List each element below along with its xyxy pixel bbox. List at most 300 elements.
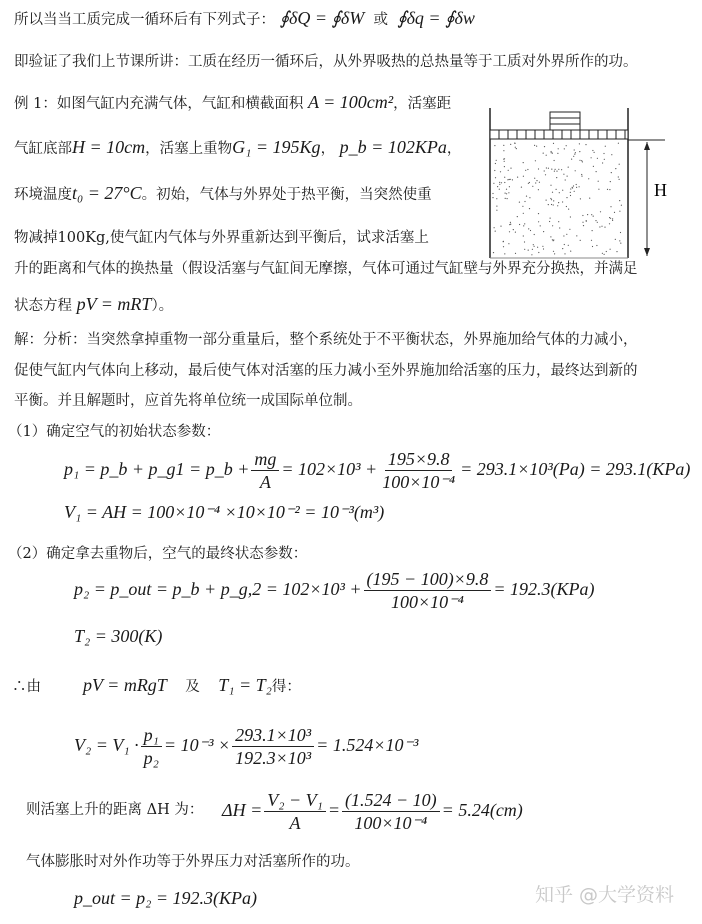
gas-dot [510,168,511,169]
gas-dot [566,206,567,207]
gas-dot [492,193,493,194]
example-line [14,137,461,159]
gas-dot [506,189,507,190]
gas-dot [604,159,605,160]
gas-dot [508,192,509,193]
gas-dot [562,190,563,191]
gas-dot [515,232,516,233]
gas-dot [556,177,557,178]
gas-dot [579,151,580,152]
gas-dot [564,148,565,149]
math: A = 100cm² [307,92,394,112]
gas-dot [576,187,577,188]
gas-dot [557,205,558,206]
v2-equation [74,722,418,769]
gas-dot [553,204,554,205]
gas-dot [594,152,595,153]
gas-dot [510,144,511,145]
text-line: 平衡。并且解题时，应首先将单位统一成国际单位制。 [14,393,362,409]
gas-dot [532,186,533,187]
gas-dot [570,216,571,217]
text: ， [446,141,462,157]
gas-dot [554,253,555,254]
gas-dot [591,157,592,158]
gas-dot [510,224,511,225]
cycle-integral-eq2: ∮δq = ∮δw [397,8,475,28]
math: p₂ = p_out = p_b + p_g,2 = 102×10³ + [74,579,362,599]
gas-dot [505,193,506,194]
gas-dot [516,148,517,149]
gas-dot [552,225,553,226]
gas-dot [523,176,524,177]
gas-dot [532,249,533,250]
gas-dot [572,187,573,188]
text-line: 促使气缸内气体向上移动，最后使气体对活塞的压力减小至外界施加给活塞的压力，最终达到新的 [14,363,638,379]
example-line [14,92,451,114]
gas-dot [508,170,509,171]
gas-dot [507,198,508,199]
gas-dot [595,220,596,221]
gas-dot [598,189,599,190]
gas-dot [597,158,598,159]
gas-dot [499,189,500,190]
text-line: 气体膨胀时对外作功等于外界压力对活塞所作的功。 [26,854,360,870]
gas-dot [524,201,525,202]
gas-dot [555,169,556,170]
step-heading: （1）确定空气的初始状态参数： [8,424,221,440]
gas-dot [494,227,495,228]
dh-text: 则活塞上升的距离 ΔH 为： [26,802,204,818]
gas-dot [526,196,527,197]
gas-dot [515,147,516,148]
numerator: (195 − 100)×9.8 [364,568,492,591]
gas-dot [538,189,539,190]
gas-dot [581,174,582,175]
gas-dot [504,182,505,183]
gas-dot [510,222,511,223]
gas-dot [500,226,501,227]
gas-dot [558,148,559,149]
gas-dot [543,231,544,232]
denominator: p₂ [143,748,159,769]
gas-dot [556,189,557,190]
gas-dot [496,210,497,211]
gas-dot [497,186,498,187]
gas-dot [563,235,564,236]
gas-dot [523,225,524,226]
height-label: H [654,180,667,200]
gas-dot [591,240,592,241]
gas-dot [556,171,557,172]
gas-dot [512,179,513,180]
gas-dot [614,212,615,213]
denominator: A [259,472,271,493]
text: ， [320,141,336,157]
gas-dot [522,206,523,207]
math: = 5.24(cm) [441,800,523,820]
gas-dot [517,177,518,178]
gas-dot [546,200,547,201]
gas-dot [543,248,544,249]
gas-dot [536,180,537,181]
gas-dot [562,248,563,249]
gas-dot [509,231,510,232]
math: = 10⁻³ × [163,735,231,755]
gas-dot [542,246,543,247]
gas-dot [496,160,497,161]
gas-dot [537,247,538,248]
math: = 1.524×10⁻³ [316,735,419,755]
gas-dot [509,186,510,187]
text-line: 即验证了我们上节课所讲：工质在经历一循环后，从外界吸热的总热量等于工质对外界所作的功。 [14,54,638,70]
gas-dot [503,246,504,247]
gas-dot [562,201,563,202]
gas-dot [567,176,568,177]
gas-dot [535,182,536,183]
gas-dot [533,244,534,245]
denominator: 100×10⁻⁴ [354,813,428,834]
intro-line [14,8,475,30]
gas-dot [528,183,529,184]
gas-dot [550,218,551,219]
denominator: 100×10⁻⁴ [390,592,464,613]
gas-dot [521,187,522,188]
gas-dot [499,182,500,183]
text: 或 [373,12,388,28]
gas-dot [529,208,530,209]
math: p_b = 102KPa [339,137,447,157]
gas-dot [568,245,569,246]
text: 得： [271,679,301,695]
gas-dot [519,224,520,225]
math: = [327,800,341,820]
p1-equation [64,446,690,493]
text: ∴由 [12,679,41,695]
gas-dot [607,189,608,190]
gas-dot [566,234,567,235]
gas-dot [528,228,529,229]
gas-dot [593,166,594,167]
gas-dot [563,174,564,175]
numerator: p₁ [141,724,162,747]
gas-dot [544,146,545,147]
gas-dot [553,143,554,144]
gas-dot [574,149,575,150]
gas-dot [570,195,571,196]
gas-dot [564,244,565,245]
gas-dot [530,230,531,231]
gas-dot [538,168,539,169]
gas-dot [582,161,583,162]
math: = 293.1×10³(Pa) = 293.1(KPa) [460,459,691,479]
gas-dot [576,235,577,236]
gas-dot [503,145,504,146]
gas-dot [505,198,506,199]
t2-equation: T₂ = 300(K) [74,626,163,646]
gas-dot [504,161,505,162]
gas-dot [525,170,526,171]
gas-dot [510,179,511,180]
gas-dot [582,222,583,223]
gas-dot [606,251,607,252]
gas-dot [582,215,583,216]
gas-dot [496,206,497,207]
gas-dot [580,198,581,199]
numerator: 293.1×10³ [232,724,314,747]
math: = 192.3(KPa) [493,579,595,599]
gas-dot [513,229,514,230]
gas-dot [571,159,572,160]
gas-dot [504,253,505,254]
gas-dot [574,191,575,192]
gas-dot [545,174,546,175]
gas-dot [550,236,551,237]
gas-dot [551,152,552,153]
gas-dot [611,154,612,155]
gas-dot [574,154,575,155]
gas-dot [604,254,605,255]
gas-dot [515,253,516,254]
gas-dot [534,178,535,179]
watermark: 知乎 @大学资料 [535,884,675,906]
math: p₁ = p_b + p_g1 = p_b + [64,459,250,479]
gas-dot [591,214,592,215]
gas-dot [529,182,530,183]
gas-dot [503,159,504,160]
gas-dot [549,221,550,222]
gas-dot [548,204,549,205]
gas-dot [546,155,547,156]
text: 例 1：如图气缸内充满气体，气缸和横截面积 [14,96,304,112]
text: 物减掉100Kg [14,230,106,246]
gas-dot [575,170,576,171]
denominator: 100×10⁻⁴ [382,472,456,493]
gas-dot [618,176,619,177]
gas-dot [616,251,617,252]
gas-dot [600,211,601,212]
gas-dot [573,185,574,186]
gas-dot [551,169,552,170]
gas-dot [596,245,597,246]
gas-dot [559,192,560,193]
gas-dot [569,229,570,230]
gas-dot [610,249,611,250]
text: 气缸底部 [14,141,72,157]
gas-dot [540,225,541,226]
gas-dot [566,197,567,198]
gas-dot [534,246,535,247]
math: H = 10cm [72,137,146,157]
pout-equation: p_out = p₂ = 192.3(KPa) [74,888,258,908]
gas-dot [548,168,549,169]
gas-dot [615,168,616,169]
gas-dot [589,198,590,199]
gas-dot [507,179,508,180]
gas-dot [576,184,577,185]
gas-dot [499,184,500,185]
gas-dot [570,192,571,193]
gas-dot [500,171,501,172]
gas-dot [579,143,580,144]
gas-dot [552,239,553,240]
gas-dot [619,164,620,165]
gas-dot [570,251,571,252]
gas-dot [581,160,582,161]
gas-dot [543,153,544,154]
gas-dot [551,204,552,205]
text: ，活塞上重物 [145,141,233,157]
gas-dot [503,150,504,151]
v1-equation: V₁ = AH = 100×10⁻⁴ ×10×10⁻² = 10⁻³(m³) [64,502,385,522]
gas-dot [536,146,537,147]
gas-dot [605,146,606,147]
numerator: 195×9.8 [385,448,453,471]
math: = 102×10³ + [281,459,378,479]
gas-dot [610,181,611,182]
gas-dot [528,250,529,251]
gas-dot [495,231,496,232]
gas-dot [553,200,554,201]
gas-dot [544,170,545,171]
gas-dot [538,213,539,214]
math: T₁ = T₂ [218,675,272,695]
gas-dot [620,232,621,233]
gas-dot [495,163,496,164]
gas-dot [609,223,610,224]
gas-dot [501,182,502,183]
gas-dot [553,239,554,240]
denominator: 192.3×10³ [235,748,312,769]
gas-dot [534,145,535,146]
gas-dot [561,169,562,170]
gas-dot [534,234,535,235]
gas-dot [550,198,551,199]
gas-dot [551,151,552,152]
gas-dot [492,197,493,198]
gas-dot [581,176,582,177]
gas-dot [523,213,524,214]
gas-dot [506,193,507,194]
gas-dot [568,209,569,210]
math: t₀ = 27°C [72,183,142,203]
therefore-line [12,675,301,697]
gas-dot [580,240,581,241]
text-line: 升的距离和气体的换热量（假设活塞与气缸间无摩擦，气体可通过气缸壁与外界充分换热，并满足 [14,261,638,277]
text: 状态方程 [14,298,72,314]
gas-dot [552,153,553,154]
gas-dot [601,226,602,227]
gas-dot [619,200,620,201]
gas-dot [609,189,610,190]
gas-dot [566,145,567,146]
gas-dot [620,243,621,244]
gas-dot [604,227,605,228]
text: 所以当当工质完成一循环后有下列式子： [14,12,275,28]
gas-dot [535,160,536,161]
gas-dot [493,183,494,184]
gas-dot [523,235,524,236]
cylinder-diagram [485,108,675,268]
gas-dot [573,156,574,157]
gas-dot [612,220,613,221]
numerator: V₂ − V₁ [264,789,326,812]
gas-dot [550,185,551,186]
gas-dot [587,214,588,215]
gas-dot [554,160,555,161]
gas-dot [504,177,505,178]
gas-dot [612,218,613,219]
gas-dot [554,171,555,172]
gas-dot [558,221,559,222]
gas-dot [517,216,518,217]
gas-dot [602,162,603,163]
gas-dot [503,241,504,242]
gas-dot [619,211,620,212]
gas-dot [596,171,597,172]
gas-dot [529,197,530,198]
gas-dot [579,160,580,161]
gas-dot [583,225,584,226]
gas-dot [508,243,509,244]
gas-dot [523,162,524,163]
gas-dot [598,181,599,182]
gas-dot [495,177,496,178]
denominator: A [289,813,301,834]
gas-dot [592,246,593,247]
gas-dot [610,218,611,219]
gas-dot [585,144,586,145]
gas-dot [531,254,532,255]
gas-dot [575,152,576,153]
gas-dot [557,153,558,154]
math: V₂ = V₁ · [74,735,139,755]
gas-dot [538,252,539,253]
gas-dot [603,153,604,154]
gas-dot [504,166,505,167]
gas-dot [611,172,612,173]
math: ΔH = [222,800,263,820]
gas-dot [602,253,603,254]
text: ）。 [151,298,174,314]
gas-dot [586,220,587,221]
gas-dot [519,202,520,203]
gas-dot [599,226,600,227]
gas-dot [588,178,589,179]
example-line [14,228,429,248]
text-line: 解：分析：当突然拿掉重物一部分重量后，整个系统处于不平衡状态，外界施加给气体的力减小， [14,332,638,348]
gas-dot [621,205,622,206]
gas-dot [539,182,540,183]
gas-dot [509,179,510,180]
math: pV = mRgT [83,675,167,695]
text: 。初始，气体与外界处于热平衡，当突然使重 [141,187,432,203]
gas-dot [568,167,569,168]
gas-dot [615,239,616,240]
gas-dot [524,241,525,242]
gas-dot [597,222,598,223]
gas-dot [494,170,495,171]
gas-dot [610,206,611,207]
gas-dot [553,251,554,252]
p2-equation [74,566,594,613]
math: G₁ = 195Kg [232,137,321,157]
gas-dot [496,198,497,199]
gas-dot [559,227,560,228]
gas-dot [493,252,494,253]
gas-dot [527,169,528,170]
gas-dot [619,240,620,241]
gas-dot [570,188,571,189]
